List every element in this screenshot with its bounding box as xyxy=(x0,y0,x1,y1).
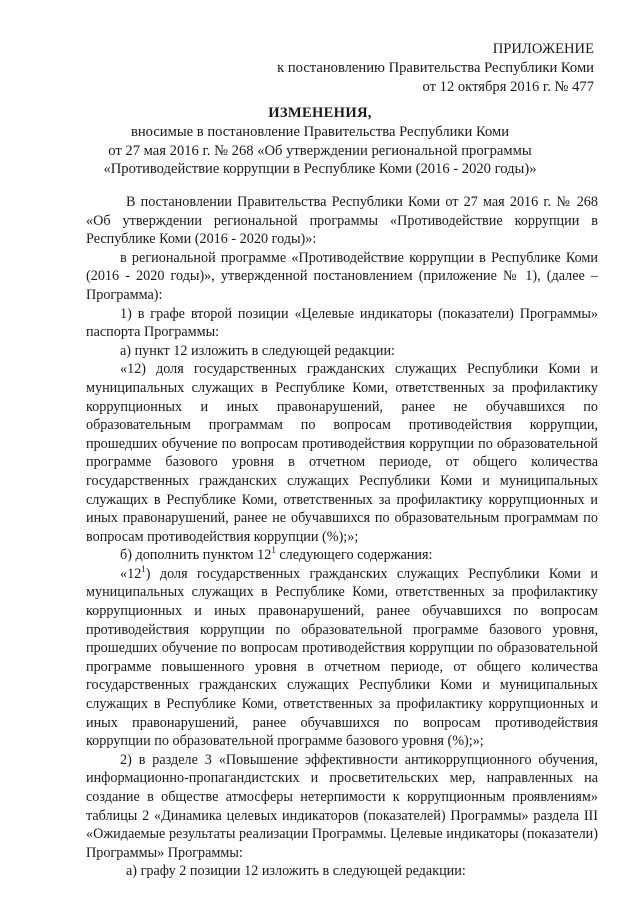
paragraph-point-12-1 xyxy=(86,565,598,751)
paragraph-item-1a: а) пункт 12 изложить в следующей редакции: xyxy=(120,342,395,359)
title-heading: ИЗМЕНЕНИЯ, xyxy=(268,105,372,121)
appendix-date: от 12 октября 2016 г. № 477 xyxy=(422,78,594,95)
item-1b-superscript: 1 xyxy=(271,545,276,556)
paragraph-item-1: 1) в графе второй позиции «Целевые индикаторы (показатели) Программы» паспорта Программы: xyxy=(86,305,598,341)
appendix-block xyxy=(277,40,594,96)
paragraph-item-1b xyxy=(86,546,598,565)
item-1b-text: б) дополнить пунктом 12 xyxy=(120,547,272,564)
point-12-1-superscript: 1 xyxy=(141,563,146,574)
paragraph-program: в региональной программе «Противодействие коррупции в Республике Коми (2016 - 2020 годы)», утвержденной постановлением (приложение № 1), (далее – Программа): xyxy=(86,249,598,303)
paragraph-item-2: 2) в разделе 3 «Повышение эффективности антикоррупционного обучения, информационно-пропагандистских и просветительских мер, направленных на создание в обществе атмосферы нетерпимости к коррупционным проявлениям» таблицы 2 «Динамика целевых индикаторов (показателей) Программы» раздела III «Ожидаемые результаты реализации Программы. Целевые индикаторы (показатели) Программы» Программы: xyxy=(86,751,598,861)
paragraph-item-2a: а) графу 2 позиции 12 изложить в следующей редакции: xyxy=(126,863,466,880)
paragraph-point-12: «12) доля государственных гражданских служащих Республики Коми и муниципальных служащих в Республике Коми, ответственных за профилактику коррупционных и иных правонарушений, ранее не обучавшихся по образовательным программам по вопросам противодействия коррупции, прошедших обучение по вопросам противодействия коррупции по образовательной программе базового уровня в отчетном периоде, от общего количества государственных гражданских служащих Республики Коми и муниципальных служащих в Республике Коми, ответственных за профилактику коррупционных и иных правонарушений, ранее не обучавшихся по образовательным программам по вопросам противодействия коррупции (%);»; xyxy=(86,361,598,545)
point-12-1-number: «12 xyxy=(120,565,142,582)
title-line-1: вносимые в постановление Правительства Республики Коми xyxy=(130,123,510,140)
item-1b-text-end: следующего содержания: xyxy=(275,547,433,564)
document-title xyxy=(0,104,640,179)
title-line-3: «Противодействие коррупции в Республике Коми (2016 - 2020 годы)» xyxy=(103,161,537,178)
appendix-resolution: к постановлению Правительства Республики Коми xyxy=(277,59,594,76)
paragraph-intro: В постановлении Правительства Республики Коми от 27 мая 2016 г. № 268 «Об утверждении региональной программы «Противодействие коррупции в Республике Коми (2016 - 2020 годы)»: xyxy=(86,194,598,248)
point-12-1-text: ) доля государственных гражданских служащих Республики Коми и муниципальных служащих в Республике Коми, ответственных за профилактику коррупционных и иных правонарушений, ранее обучавшихся по вопросам противодействия коррупции по образовательной программе базового уровня, прошедших обучение по вопросам противодействия коррупции по образовательной программе повышенного уровня в отчетном периоде, от общего количества государственных гражданских служащих Республики Коми и муниципальных служащих в Республике Коми, ответственных за профилактику коррупционных и иных правонарушений, ранее обучавшихся по вопросам противодействия коррупции по образовательной программе базового уровня (%);»; xyxy=(86,565,598,750)
appendix-label: ПРИЛОЖЕНИЕ xyxy=(492,41,594,57)
document-body xyxy=(86,193,598,881)
title-line-2: от 27 мая 2016 г. № 268 «Об утверждении региональной программы xyxy=(108,142,532,159)
